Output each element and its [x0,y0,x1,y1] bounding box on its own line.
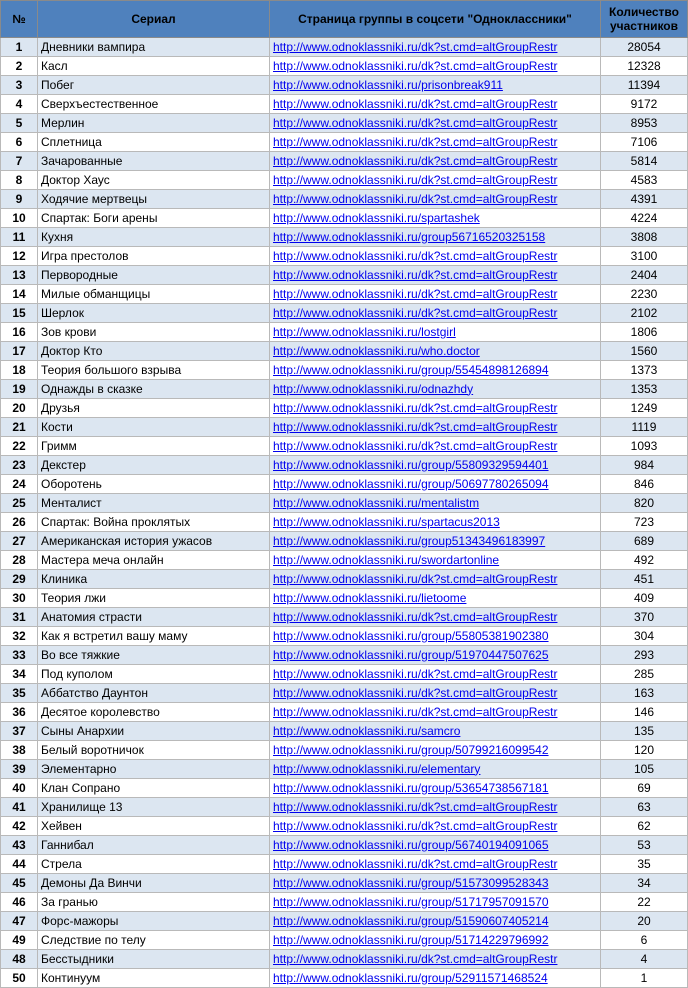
group-link[interactable]: http://www.odnoklassniki.ru/dk?st.cmd=altGroupRestr [270,950,601,969]
table-row [1,912,688,931]
group-link[interactable]: http://www.odnoklassniki.ru/dk?st.cmd=altGroupRestr [270,798,601,817]
row-number: 50 [1,969,38,988]
member-count: 5814 [601,152,688,171]
member-count: 293 [601,646,688,665]
series-name: Сплетница [38,133,270,152]
group-link[interactable]: http://www.odnoklassniki.ru/dk?st.cmd=altGroupRestr [270,38,601,57]
member-count: 35 [601,855,688,874]
series-name: Сверхъестественное [38,95,270,114]
group-link[interactable]: http://www.odnoklassniki.ru/prisonbreak911 [270,76,601,95]
row-number: 47 [1,912,38,931]
group-link[interactable]: http://www.odnoklassniki.ru/lostgirl [270,323,601,342]
member-count: 2230 [601,285,688,304]
row-number: 23 [1,456,38,475]
group-link[interactable]: http://www.odnoklassniki.ru/group/55805381902380 [270,627,601,646]
group-link[interactable]: http://www.odnoklassniki.ru/spartashek [270,209,601,228]
series-name: Дневники вампира [38,38,270,57]
table-row [1,931,688,950]
row-number: 44 [1,855,38,874]
table-row [1,513,688,532]
series-name: Во все тяжкие [38,646,270,665]
member-count: 120 [601,741,688,760]
row-number: 37 [1,722,38,741]
member-count: 1119 [601,418,688,437]
group-link[interactable]: http://www.odnoklassniki.ru/group/53654738567181 [270,779,601,798]
member-count: 370 [601,608,688,627]
group-link[interactable]: http://www.odnoklassniki.ru/group/55454898126894 [270,361,601,380]
table-row [1,532,688,551]
member-count: 9172 [601,95,688,114]
member-count: 28054 [601,38,688,57]
member-count: 20 [601,912,688,931]
table-row [1,38,688,57]
row-number: 2 [1,57,38,76]
table-row [1,475,688,494]
group-link[interactable]: http://www.odnoklassniki.ru/lietoome [270,589,601,608]
series-name: Касл [38,57,270,76]
row-number: 48 [1,950,38,969]
series-name: Друзья [38,399,270,418]
group-link[interactable]: http://www.odnoklassniki.ru/dk?st.cmd=altGroupRestr [270,190,601,209]
table-row [1,95,688,114]
table-row [1,380,688,399]
group-link[interactable]: http://www.odnoklassniki.ru/dk?st.cmd=altGroupRestr [270,171,601,190]
row-number: 40 [1,779,38,798]
series-name: Кухня [38,228,270,247]
member-count: 3100 [601,247,688,266]
group-link[interactable]: http://www.odnoklassniki.ru/dk?st.cmd=altGroupRestr [270,114,601,133]
member-count: 8953 [601,114,688,133]
table-row [1,247,688,266]
member-count: 34 [601,874,688,893]
header-row [1,1,688,38]
group-link[interactable]: http://www.odnoklassniki.ru/dk?st.cmd=altGroupRestr [270,855,601,874]
group-link[interactable]: http://www.odnoklassniki.ru/group56716520325158 [270,228,601,247]
row-number: 24 [1,475,38,494]
member-count: 723 [601,513,688,532]
group-link[interactable]: http://www.odnoklassniki.ru/group/52911571468524 [270,969,601,988]
group-link[interactable]: http://www.odnoklassniki.ru/dk?st.cmd=altGroupRestr [270,703,601,722]
group-link[interactable]: http://www.odnoklassniki.ru/dk?st.cmd=altGroupRestr [270,133,601,152]
table-row [1,323,688,342]
group-link[interactable]: http://www.odnoklassniki.ru/dk?st.cmd=altGroupRestr [270,608,601,627]
group-link[interactable]: http://www.odnoklassniki.ru/mentalistm [270,494,601,513]
row-number: 27 [1,532,38,551]
row-number: 26 [1,513,38,532]
header-series: Сериал [38,1,270,38]
table-row [1,304,688,323]
series-name: Зов крови [38,323,270,342]
row-number: 38 [1,741,38,760]
row-number: 8 [1,171,38,190]
member-count: 1806 [601,323,688,342]
table-body [1,38,688,988]
table-row [1,836,688,855]
series-name: Зачарованные [38,152,270,171]
series-name: Милые обманщицы [38,285,270,304]
member-count: 984 [601,456,688,475]
series-name: Анатомия страсти [38,608,270,627]
member-count: 304 [601,627,688,646]
series-name: За гранью [38,893,270,912]
member-count: 4391 [601,190,688,209]
table-row [1,57,688,76]
table-row [1,418,688,437]
group-link[interactable]: http://www.odnoklassniki.ru/group/51573099528343 [270,874,601,893]
member-count: 3808 [601,228,688,247]
member-count: 492 [601,551,688,570]
series-name: Американская история ужасов [38,532,270,551]
table-row [1,760,688,779]
row-number: 1 [1,38,38,57]
series-name: Следствие по телу [38,931,270,950]
table-row [1,228,688,247]
table-row [1,703,688,722]
row-number: 31 [1,608,38,627]
group-link[interactable]: http://www.odnoklassniki.ru/group/50799216099542 [270,741,601,760]
group-link[interactable]: http://www.odnoklassniki.ru/dk?st.cmd=altGroupRestr [270,399,601,418]
series-name: Форс-мажоры [38,912,270,931]
group-link[interactable]: http://www.odnoklassniki.ru/group/51717957091570 [270,893,601,912]
group-link[interactable]: http://www.odnoklassniki.ru/dk?st.cmd=altGroupRestr [270,95,601,114]
table-row [1,437,688,456]
series-name: Сыны Анархии [38,722,270,741]
table-row [1,627,688,646]
member-count: 11394 [601,76,688,95]
table-row [1,950,688,969]
series-name: Игра престолов [38,247,270,266]
group-link[interactable]: http://www.odnoklassniki.ru/group/55809329594401 [270,456,601,475]
series-name: Доктор Кто [38,342,270,361]
group-link[interactable]: http://www.odnoklassniki.ru/dk?st.cmd=altGroupRestr [270,285,601,304]
row-number: 18 [1,361,38,380]
group-link[interactable]: http://www.odnoklassniki.ru/group/51970447507625 [270,646,601,665]
group-link[interactable]: http://www.odnoklassniki.ru/dk?st.cmd=altGroupRestr [270,570,601,589]
group-link[interactable]: http://www.odnoklassniki.ru/dk?st.cmd=altGroupRestr [270,152,601,171]
series-name: Континуум [38,969,270,988]
group-link[interactable]: http://www.odnoklassniki.ru/dk?st.cmd=altGroupRestr [270,418,601,437]
member-count: 6 [601,931,688,950]
header-count: Количество участников [601,1,688,38]
series-name: Доктор Хаус [38,171,270,190]
series-name: Клиника [38,570,270,589]
member-count: 1560 [601,342,688,361]
member-count: 62 [601,817,688,836]
table-row [1,893,688,912]
group-link[interactable]: http://www.odnoklassniki.ru/group/51714229796992 [270,931,601,950]
series-name: Демоны Да Винчи [38,874,270,893]
series-name: Побег [38,76,270,95]
member-count: 63 [601,798,688,817]
row-number: 19 [1,380,38,399]
table-row [1,817,688,836]
group-link[interactable]: http://www.odnoklassniki.ru/dk?st.cmd=altGroupRestr [270,665,601,684]
header-page: Страница группы в соцсети "Одноклассники" [270,1,601,38]
series-name: Мастера меча онлайн [38,551,270,570]
table-row [1,589,688,608]
row-number: 14 [1,285,38,304]
series-name: Белый воротничок [38,741,270,760]
row-number: 22 [1,437,38,456]
series-name: Теория большого взрыва [38,361,270,380]
series-name: Ходячие мертвецы [38,190,270,209]
row-number: 5 [1,114,38,133]
row-number: 41 [1,798,38,817]
member-count: 146 [601,703,688,722]
group-link[interactable]: http://www.odnoklassniki.ru/who.doctor [270,342,601,361]
member-count: 105 [601,760,688,779]
member-count: 409 [601,589,688,608]
row-number: 13 [1,266,38,285]
row-number: 34 [1,665,38,684]
series-name: Шерлок [38,304,270,323]
group-link[interactable]: http://www.odnoklassniki.ru/dk?st.cmd=altGroupRestr [270,266,601,285]
series-name: Клан Сопрано [38,779,270,798]
member-count: 846 [601,475,688,494]
row-number: 11 [1,228,38,247]
table-row [1,722,688,741]
member-count: 4224 [601,209,688,228]
series-name: Спартак: Война проклятых [38,513,270,532]
series-name: Первородные [38,266,270,285]
series-name: Декстер [38,456,270,475]
table-row [1,456,688,475]
member-count: 689 [601,532,688,551]
member-count: 53 [601,836,688,855]
table-row [1,684,688,703]
table-row [1,969,688,988]
table-row [1,779,688,798]
row-number: 20 [1,399,38,418]
group-link[interactable]: http://www.odnoklassniki.ru/dk?st.cmd=altGroupRestr [270,247,601,266]
row-number: 15 [1,304,38,323]
member-count: 2102 [601,304,688,323]
member-count: 69 [601,779,688,798]
series-name: Хейвен [38,817,270,836]
table-row [1,741,688,760]
table-row [1,190,688,209]
series-name: Стрела [38,855,270,874]
series-name: Как я встретил вашу маму [38,627,270,646]
group-link[interactable]: http://www.odnoklassniki.ru/group51343496183997 [270,532,601,551]
series-name: Спартак: Боги арены [38,209,270,228]
group-link[interactable]: http://www.odnoklassniki.ru/odnazhdy [270,380,601,399]
row-number: 25 [1,494,38,513]
row-number: 39 [1,760,38,779]
member-count: 135 [601,722,688,741]
row-number: 3 [1,76,38,95]
row-number: 10 [1,209,38,228]
row-number: 46 [1,893,38,912]
table-row [1,874,688,893]
table-row [1,152,688,171]
row-number: 45 [1,874,38,893]
series-name: Под куполом [38,665,270,684]
row-number: 28 [1,551,38,570]
group-link[interactable]: http://www.odnoklassniki.ru/dk?st.cmd=altGroupRestr [270,304,601,323]
group-link[interactable]: http://www.odnoklassniki.ru/swordartonline [270,551,601,570]
group-link[interactable]: http://www.odnoklassniki.ru/dk?st.cmd=altGroupRestr [270,437,601,456]
row-number: 42 [1,817,38,836]
row-number: 12 [1,247,38,266]
member-count: 1 [601,969,688,988]
table-row [1,171,688,190]
group-link[interactable]: http://www.odnoklassniki.ru/group/50697780265094 [270,475,601,494]
series-name: Теория лжи [38,589,270,608]
member-count: 163 [601,684,688,703]
group-link[interactable]: http://www.odnoklassniki.ru/dk?st.cmd=altGroupRestr [270,684,601,703]
table-row [1,114,688,133]
table-row [1,133,688,152]
member-count: 12328 [601,57,688,76]
series-name: Аббатство Даунтон [38,684,270,703]
row-number: 32 [1,627,38,646]
row-number: 36 [1,703,38,722]
table-row [1,494,688,513]
group-link[interactable]: http://www.odnoklassniki.ru/elementary [270,760,601,779]
table-row [1,76,688,95]
member-count: 2404 [601,266,688,285]
table-row [1,570,688,589]
table-row [1,608,688,627]
series-name: Хранилище 13 [38,798,270,817]
table-row [1,399,688,418]
series-name: Мерлин [38,114,270,133]
series-name: Кости [38,418,270,437]
table-row [1,342,688,361]
member-count: 1373 [601,361,688,380]
member-count: 285 [601,665,688,684]
row-number: 7 [1,152,38,171]
table-row [1,361,688,380]
series-name: Элементарно [38,760,270,779]
series-name: Однажды в сказке [38,380,270,399]
group-link[interactable]: http://www.odnoklassniki.ru/dk?st.cmd=altGroupRestr [270,817,601,836]
table-row [1,646,688,665]
member-count: 820 [601,494,688,513]
group-link[interactable]: http://www.odnoklassniki.ru/samcro [270,722,601,741]
row-number: 21 [1,418,38,437]
table-row [1,551,688,570]
group-link[interactable]: http://www.odnoklassniki.ru/group/56740194091065 [270,836,601,855]
table-row [1,665,688,684]
table-row [1,266,688,285]
row-number: 33 [1,646,38,665]
series-name: Десятое королевство [38,703,270,722]
member-count: 1353 [601,380,688,399]
group-link[interactable]: http://www.odnoklassniki.ru/dk?st.cmd=altGroupRestr [270,57,601,76]
group-link[interactable]: http://www.odnoklassniki.ru/group/51590607405214 [270,912,601,931]
member-count: 22 [601,893,688,912]
series-name: Оборотень [38,475,270,494]
member-count: 4 [601,950,688,969]
table-row [1,798,688,817]
member-count: 1093 [601,437,688,456]
table-row [1,209,688,228]
member-count: 7106 [601,133,688,152]
table-row [1,855,688,874]
group-link[interactable]: http://www.odnoklassniki.ru/spartacus2013 [270,513,601,532]
row-number: 35 [1,684,38,703]
row-number: 6 [1,133,38,152]
table-row [1,285,688,304]
row-number: 4 [1,95,38,114]
row-number: 29 [1,570,38,589]
row-number: 9 [1,190,38,209]
row-number: 43 [1,836,38,855]
row-number: 17 [1,342,38,361]
row-number: 30 [1,589,38,608]
row-number: 49 [1,931,38,950]
series-name: Бесстыдники [38,950,270,969]
series-name: Менталист [38,494,270,513]
header-num: № [1,1,38,38]
member-count: 1249 [601,399,688,418]
row-number: 16 [1,323,38,342]
series-name: Гримм [38,437,270,456]
member-count: 4583 [601,171,688,190]
member-count: 451 [601,570,688,589]
series-name: Ганнибал [38,836,270,855]
